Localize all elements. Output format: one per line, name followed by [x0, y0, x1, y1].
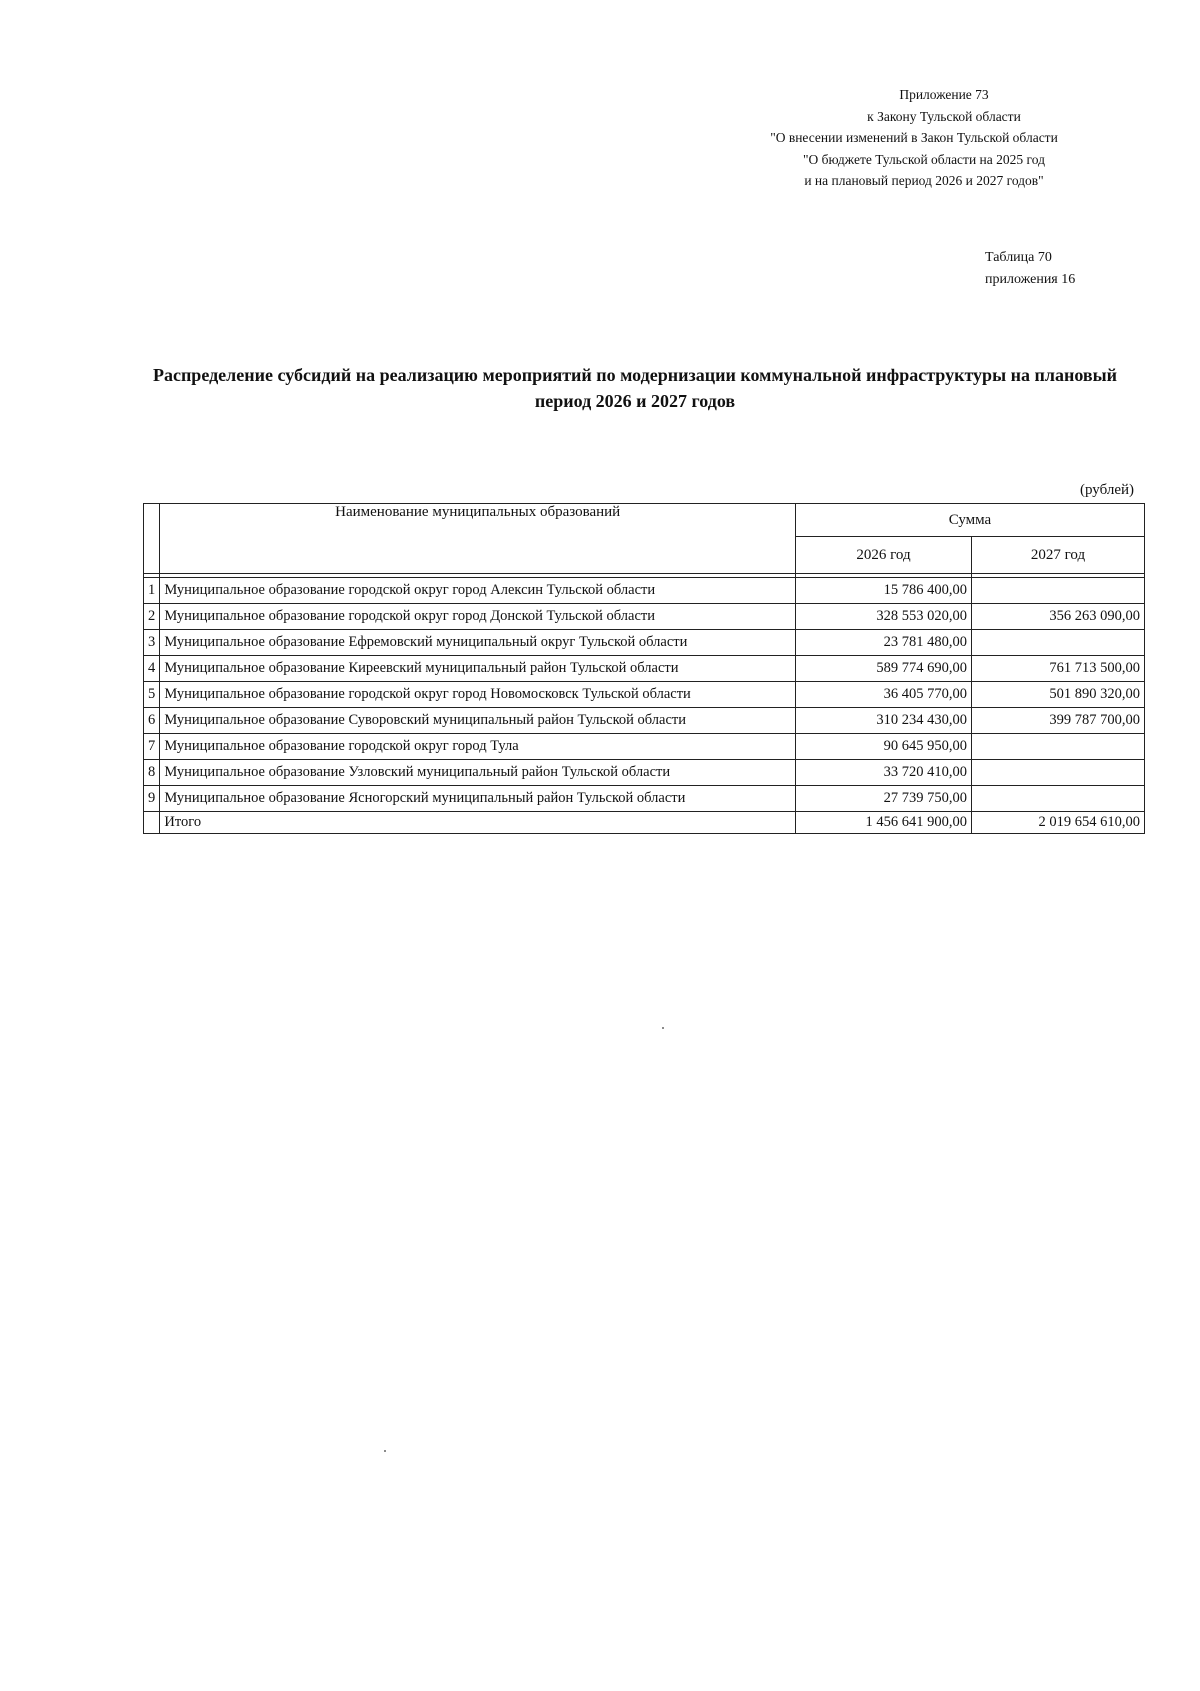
row-amount-2027	[972, 734, 1145, 760]
row-amount-2026: 310 234 430,00	[795, 708, 971, 734]
row-municipality: Муниципальное образование городской округ город Донской Тульской области	[160, 604, 796, 630]
row-number: 6	[144, 708, 160, 734]
row-amount-2026: 328 553 020,00	[795, 604, 971, 630]
scan-speck	[384, 1450, 386, 1452]
row-number: 3	[144, 630, 160, 656]
appendix-law-ref: к Закону Тульской области	[867, 108, 1021, 124]
row-amount-2027	[972, 760, 1145, 786]
row-municipality: Муниципальное образование городской округ город Новомосковск Тульской области	[160, 682, 796, 708]
row-number: 8	[144, 760, 160, 786]
row-number: 5	[144, 682, 160, 708]
header-sum: Сумма	[795, 504, 1144, 537]
row-number: 7	[144, 734, 160, 760]
row-amount-2027: 399 787 700,00	[972, 708, 1145, 734]
table-number: Таблица 70	[985, 250, 1052, 265]
table-row	[144, 708, 1145, 734]
row-number: 4	[144, 656, 160, 682]
total-label: Итого	[160, 812, 796, 834]
appendix-law-title-2: "О бюджете Тульской области на 2025 год	[803, 151, 1045, 167]
appendix-law-title-3: и на плановый период 2026 и 2027 годов"	[804, 173, 1044, 188]
row-municipality: Муниципальное образование Суворовский муниципальный район Тульской области	[160, 708, 796, 734]
row-number: 1	[144, 578, 160, 604]
total-number-cell	[144, 812, 160, 834]
row-municipality: Муниципальное образование Ясногорский муниципальный район Тульской области	[160, 786, 796, 812]
table-row	[144, 630, 1145, 656]
header-year-2027: 2027 год	[972, 537, 1145, 574]
units-label: (рублей)	[1080, 482, 1135, 498]
row-amount-2026: 15 786 400,00	[795, 578, 971, 604]
table-row	[144, 578, 1145, 604]
row-amount-2027	[972, 578, 1145, 604]
scan-speck	[662, 1027, 664, 1029]
row-municipality: Муниципальное образование городской округ город Тула	[160, 734, 796, 760]
row-amount-2027: 501 890 320,00	[972, 682, 1145, 708]
table-row	[144, 760, 1145, 786]
appendix-number: Приложение 73	[899, 87, 989, 102]
appendix-header	[704, 84, 1124, 192]
total-row	[144, 812, 1145, 834]
row-number: 2	[144, 604, 160, 630]
table-row	[144, 656, 1145, 682]
row-municipality: Муниципальное образование городской округ город Алексин Тульской области	[160, 578, 796, 604]
total-amount-2026: 1 456 641 900,00	[795, 812, 971, 834]
table-reference	[985, 247, 1075, 291]
document-title: Распределение субсидий на реализацию мероприятий по модернизации коммунальной инфраструктуры на плановый период 2026 и 2027 годов	[152, 365, 1118, 411]
header-number-cell	[144, 504, 160, 574]
row-amount-2026: 36 405 770,00	[795, 682, 971, 708]
total-amount-2027: 2 019 654 610,00	[972, 812, 1145, 834]
row-amount-2027	[972, 786, 1145, 812]
header-name: Наименование муниципальных образований	[160, 504, 796, 574]
row-amount-2026: 27 739 750,00	[795, 786, 971, 812]
row-amount-2026: 90 645 950,00	[795, 734, 971, 760]
table-appendix: приложения 16	[985, 272, 1076, 287]
row-municipality: Муниципальное образование Ефремовский муниципальный округ Тульской области	[160, 630, 796, 656]
appendix-law-title-1: "О внесении изменений в Закон Тульской области	[770, 130, 1058, 145]
row-amount-2026: 23 781 480,00	[795, 630, 971, 656]
table-row	[144, 682, 1145, 708]
row-amount-2026: 33 720 410,00	[795, 760, 971, 786]
allocation-table	[143, 503, 1145, 834]
row-municipality: Муниципальное образование Узловский муниципальный район Тульской области	[160, 760, 796, 786]
table-row	[144, 604, 1145, 630]
row-amount-2027: 356 263 090,00	[972, 604, 1145, 630]
table-row	[144, 734, 1145, 760]
row-amount-2027	[972, 630, 1145, 656]
row-amount-2027: 761 713 500,00	[972, 656, 1145, 682]
row-municipality: Муниципальное образование Киреевский муниципальный район Тульской области	[160, 656, 796, 682]
row-number: 9	[144, 786, 160, 812]
row-amount-2026: 589 774 690,00	[795, 656, 971, 682]
table-row	[144, 786, 1145, 812]
header-year-2026: 2026 год	[795, 537, 971, 574]
